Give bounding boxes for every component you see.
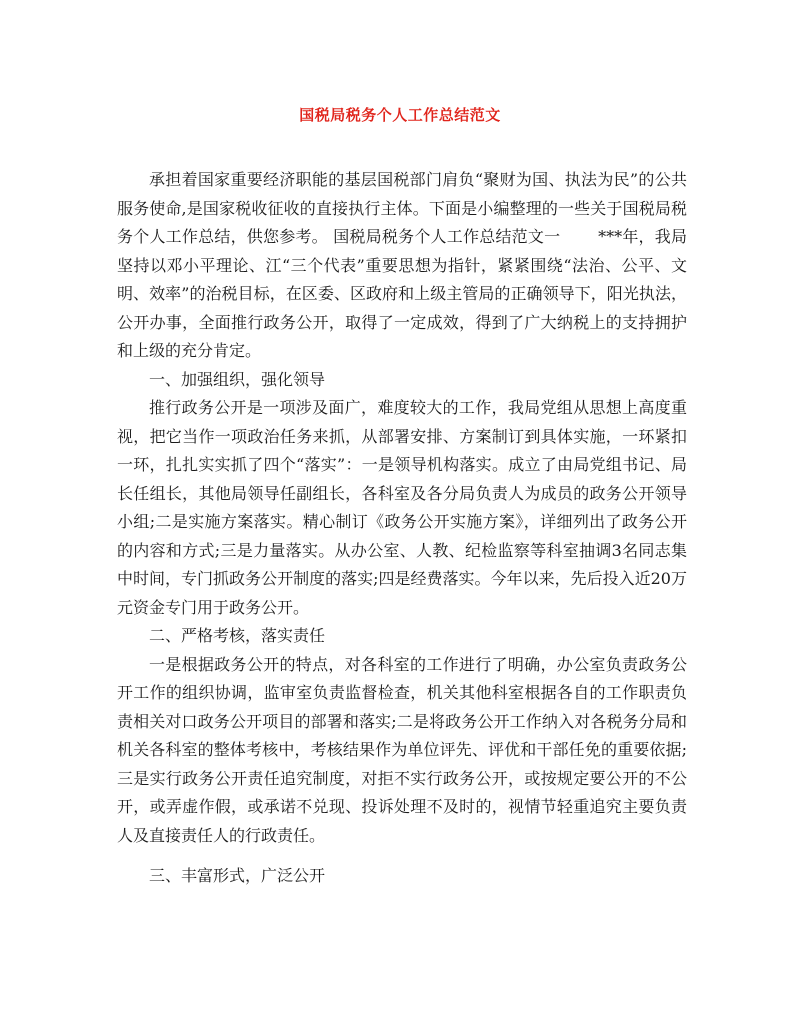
section-2-heading: 二、严格考核，落实责任: [149, 626, 326, 645]
section-1-paragraph: 推行政务公开是一项涉及面广，难度较大的工作，我局党组从思想上高度重视，把它当作一项政治任务来抓，从部署安排、方案制订到具体实施，一环紧扣一环，扎扎实实抓了四个“落实”：一是领导机构落实。成立了由局党组书记、局长任组长，其他局领导任副组长，各科室及各分局负责人为成员的政务公开领导小组;二是实施方案落实。精心制订《政务公开实施方案》，详细列出了政务公开的内容和方式;三是力量落实。从办公室、人教、纪检监察等科室抽调3名同志集中时间，专门抓政务公开制度的落实;四是经费落实。今年以来，先后投入近20万元资金专门用于政务公开。: [117, 398, 687, 617]
intro-paragraph: 承担着国家重要经济职能的基层国税部门肩负“聚财为国、执法为民”的公共服务使命,是国家税收征收的直接执行主体。下面是小编整理的一些关于国税局税务个人工作总结，供您参考。 国税局税务个人工作总结范文一 ***年，我局坚持以邓小平理论、江“三个代表”重要思想为指针，紧紧围绕“法治、公平、文明、效率”的治税目标，在区委、区政府和上级主管局的正确领导下，阳光执法，公开办事，全面推行政务公开，取得了一定成效，得到了广大纳税上的支持拥护和上级的充分肯定。: [117, 170, 687, 360]
section-2-paragraph: 一是根据政务公开的特点，对各科室的工作进行了明确，办公室负责政务公开工作的组织协调，监审室负责监督检查，机关其他科室根据各自的工作职责负责相关对口政务公开项目的部署和落实;二是将政务公开工作纳入对各税务分局和机关各科室的整体考核中，考核结果作为单位评先、评优和干部任免的重要依据;三是实行政务公开责任追究制度，对拒不实行政务公开，或按规定要公开的不公开，或弄虚作假，或承诺不兑现、投诉处理不及时的，视情节轻重追究主要负责人及直接责任人的行政责任。: [117, 654, 687, 845]
section-1-heading: 一、加强组织，强化领导: [149, 369, 326, 389]
document-body: [117, 166, 687, 891]
section-3-heading: 三、丰富形式，广泛公开: [149, 866, 326, 885]
document-title: 国税局税务个人工作总结范文: [299, 106, 501, 124]
